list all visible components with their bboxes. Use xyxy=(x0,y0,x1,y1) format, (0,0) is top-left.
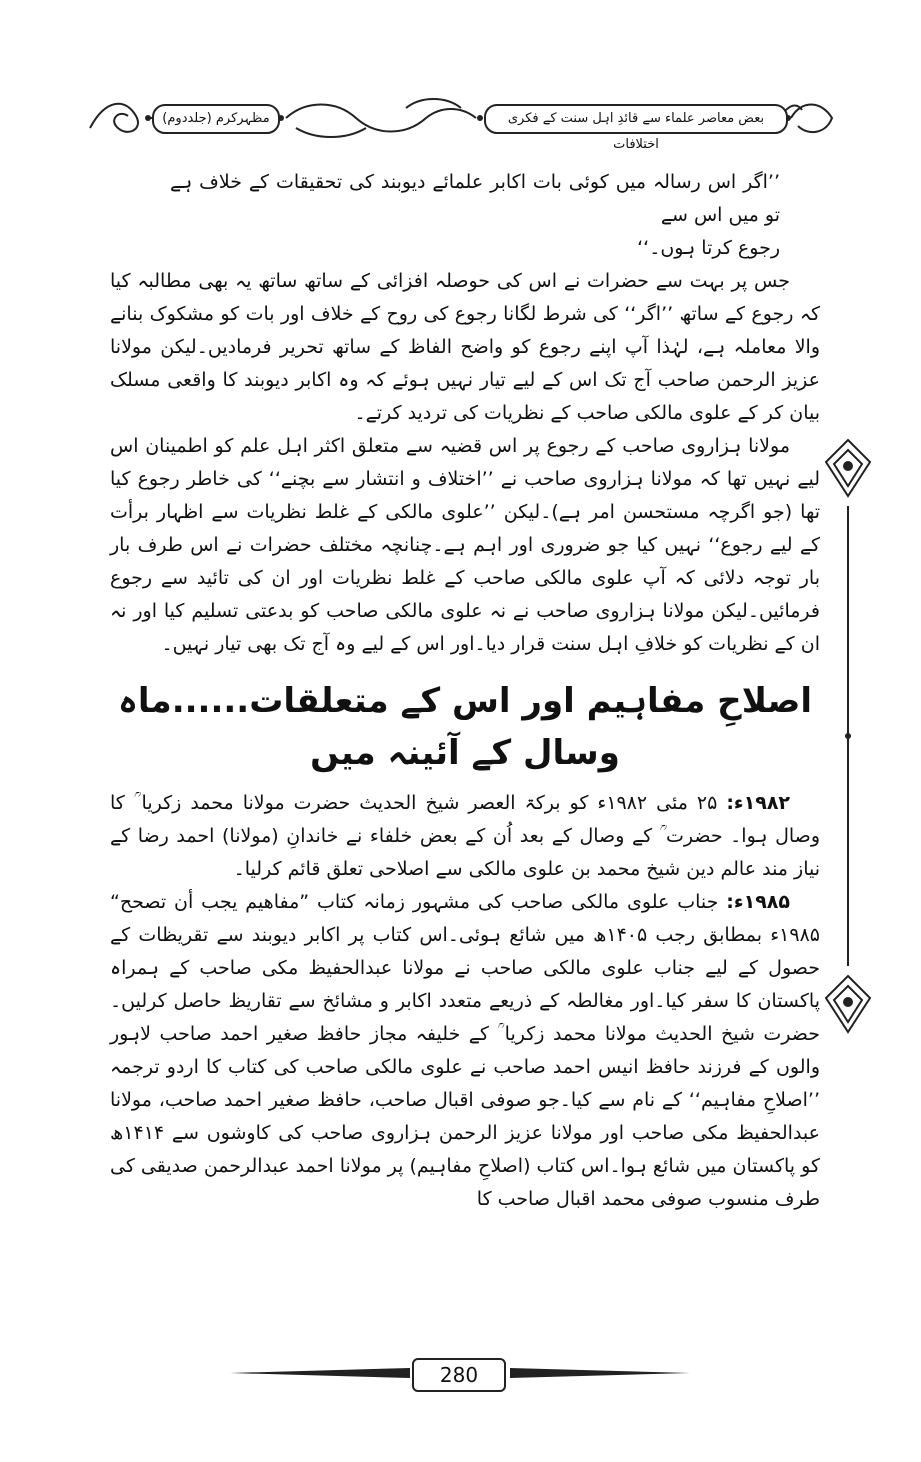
quote-line-1: ’’اگر اس رسالہ میں کوئی بات اکابر علمائے دیوبند کی تحقیقات کے خلاف ہے تو میں اس سے xyxy=(170,171,780,226)
paragraph-1: جس پر بہت سے حضرات نے اس کی حوصلہ افزائی کے ساتھ ساتھ یہ بھی مطالبہ کیا کہ رجوع کے ساتھ ’’اگر‘‘ کی شرط لگانا رجوع کی روح کے خلاف اور بات کو مشکوک بنانے والا معاملہ ہے، لہٰذا آپ اپنے رجوع کو واضح الفاظ کے ساتھ تحریر فرمادیں۔لیکن مولانا عزیز الرحمن صاحب آج تک اس کے لیے تیار نہیں ہوئے کہ وہ اکابر دیوبند کا واقعی مسلک بیان کر کے علوی مالکی صاحب کے نظریات کی تردید کرتے۔ xyxy=(110,270,820,424)
entry-1985 xyxy=(110,886,820,1216)
page-number: 280 xyxy=(412,1358,506,1392)
header-band xyxy=(86,88,836,150)
paragraph-2: مولانا ہزاروی صاحب کے رجوع پر اس قضیہ سے متعلق اکثر اہل علم کو اطمینان اس لیے نہیں تھا کہ مولانا ہزاروی صاحب نے ’’اختلاف و انتشار سے بچنے‘‘ کی خاطر رجوع کیا تھا (جو اگرچہ مستحسن امر ہے)۔لیکن ’’علوی مالکی کے غلط نظریات سے اظہار برأت کے لیے رجوع‘‘ نہیں کیا جو ضروری اور اہم ہے۔چنانچہ مختلف حضرات نے اس طرف بار بار توجہ دلائی کہ آپ علوی مالکی صاحب کے غلط نظریات اور ان کی تائید سے رجوع فرمائیں۔لیکن مولانا ہزاروی صاحب نے نہ علوی مالکی صاحب کو بدعتی تسلیم کیا اور نہ ان کے نظریات کو خلافِ اہل سنت قرار دیا۔اور اس کے لیے وہ آج تک بھی تیار نہیں۔ xyxy=(110,435,820,655)
section-heading: اصلاحِ مفاہیم اور اس کے متعلقات......ماہ وسال کے آئینہ میں xyxy=(117,681,813,773)
side-ornament-icon xyxy=(818,436,878,1036)
quote-line-2: رجوع کرتا ہوں۔‘‘ xyxy=(637,237,780,259)
entry-text-1985: جناب علوی مالکی صاحب کی مشہور زمانہ کتاب ”مفاهيم يجب أن تصحح“ ۱۹۸۵ء بمطابق رجب ۱۴۰۵ھ میں شائع ہوئی۔اس کتاب پر اکابر دیوبند سے تقریظات کے حصول کے لیے جناب علوی مالکی صاحب نے مولانا عبدالحفیظ مکی صاحب کے ہمراہ پاکستان کا سفر کیا۔اور مغالطہ کے ذریعے متعدد اکابر و مشائخ سے تقاریظ حاصل کرلیں۔حضرت شیخ الحدیث مولانا محمد زکریا ؒ کے خلیفہ مجاز حافظ صغیر احمد صاحب لاہور والوں کے فرزند حافظ انیس احمد صاحب نے علوی مالکی صاحب کی کتاب کا اردو ترجمہ ’’اصلاحِ مفاہیم‘‘ کے نام سے کیا۔جو صوفی اقبال صاحب، حافظ صغیر احمد صاحب، مولانا عبدالحفیظ مکی صاحب اور مولانا عزیز الرحمن ہزاروی صاحب کی کاوشوں سے ۱۴۱۴ھ کو پاکستان میں شائع ہوا۔اس کتاب (اصلاحِ مفاہیم) پر مولانا احمد عبدالرحمن صدیقی کی طرف منسوب صوفی محمد اقبال صاحب کا xyxy=(110,891,820,1210)
entry-year-1982: ۱۹۸۲ء: xyxy=(726,792,791,814)
entry-year-1985: ۱۹۸۵ء: xyxy=(726,891,790,913)
chapter-title-label: بعض معاصر علماء سے قائدِ اہل سنت کے فکری اختلافات xyxy=(484,104,788,134)
entry-1982 xyxy=(110,787,820,886)
side-ornament xyxy=(818,436,878,1040)
book-title-label: مظہرکرم (جلددوم) xyxy=(152,104,280,134)
entry-text-1982: ۲۵ مئی ۱۹۸۲ء کو برکۃ العصر شیخ الحدیث حضرت مولانا محمد زکریا ؒ کا وصال ہوا۔ حضرت ؒ کے وصال کے بعد اُن کے بعض خلفاء نے خاندانِ (مولانا) احمد رضا کے نیاز مند عالم دین شیخ محمد بن علوی مالکی سے اصلاحی تعلق قائم کرلیا۔ xyxy=(110,792,820,880)
page-body xyxy=(110,166,820,1216)
